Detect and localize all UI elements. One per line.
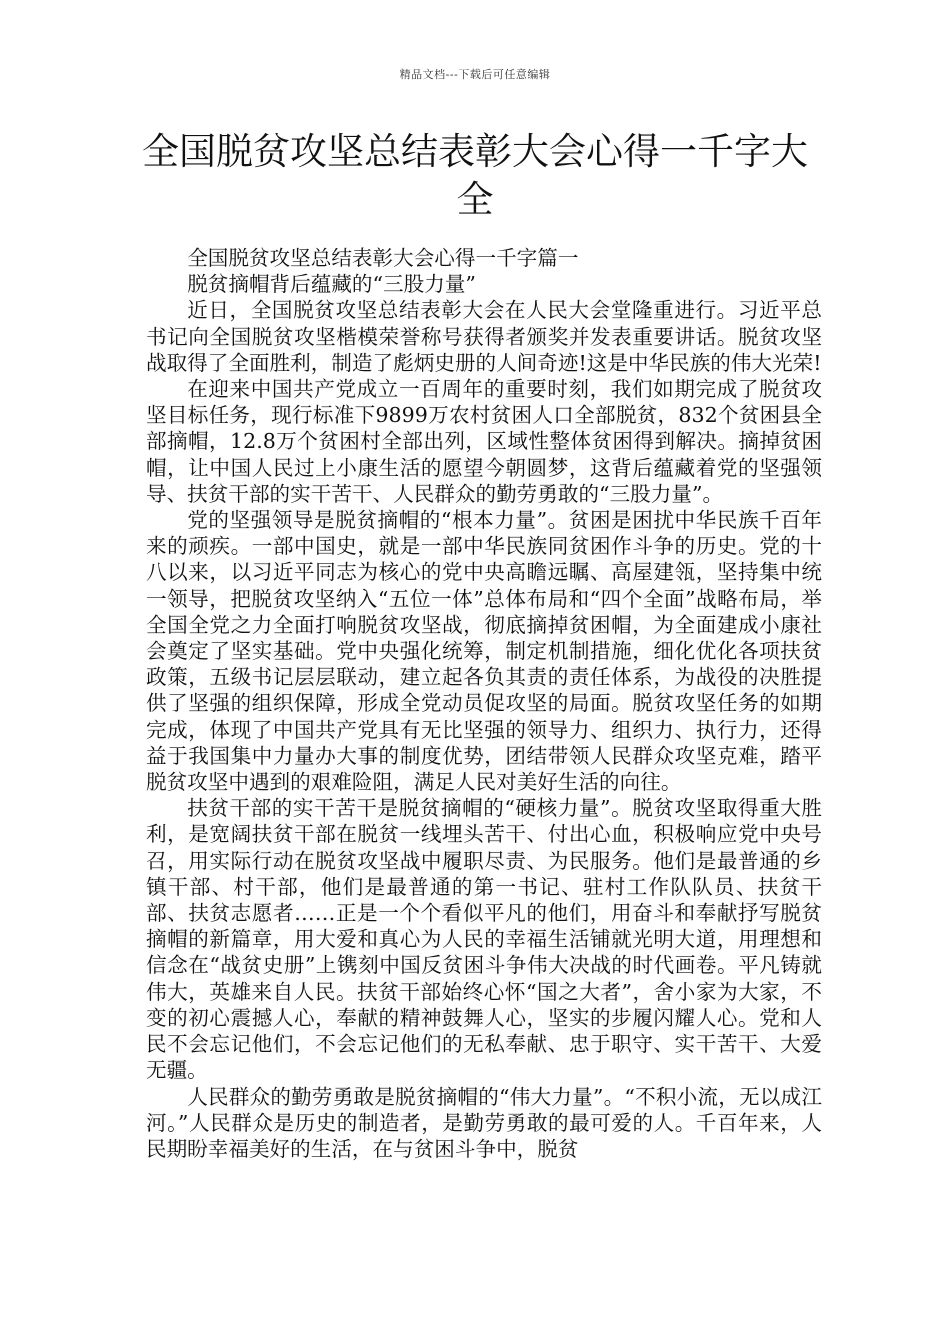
- paragraph: 扶贫干部的实干苦干是脱贫摘帽的“硬核力量”。脱贫攻坚取得重大胜利，是宽阔扶贫干部在脱贫一线埋头苦干、付出心血，积极响应党中央号召，用实际行动在脱贫攻坚战中履职尽责、为民服务。他们是最普通的乡镇干部、村干部，他们是最普通的第一书记、驻村工作队队员、扶贫干部、扶贫志愿者……正是一个个看似平凡的他们，用奋斗和奉献抒写脱贫摘帽的新篇章，用大爱和真心为人民的幸福生活铺就光明大道，用理想和信念在“战贫史册”上镌刻中国反贫困斗争伟大决战的时代画卷。平凡铸就伟大，英雄来自人民。扶贫干部始终心怀“国之大者”，舍小家为大家，不变的初心震撼人心，奉献的精神鼓舞人心，坚实的步履闪耀人心。党和人民不会忘记他们，不会忘记他们的无私奉献、忠于职守、实干苦干、大爱无疆。: [146, 796, 822, 1083]
- article-subtitle: 全国脱贫攻坚总结表彰大会心得一千字篇一: [187, 246, 579, 270]
- paragraph: 在迎来中国共产党成立一百周年的重要时刻，我们如期完成了脱贫攻坚目标任务，现行标准下9899万农村贫困人口全部脱贫，832个贫困县全部摘帽，12.8万个贫困村全部出列，区域性整体贫困得到解决。摘掉贫困帽，让中国人民过上小康生活的愿望今朝圆梦，这背后蕴藏着党的坚强领导、扶贫干部的实干苦干、人民群众的勤劳勇敢的“三股力量”。: [146, 377, 822, 506]
- paragraph: 人民群众的勤劳勇敢是脱贫摘帽的“伟大力量”。“不积小流，无以成江河。”人民群众是历史的制造者，是勤劳勇敢的最可爱的人。千百年来，人民期盼幸福美好的生活，在与贫困斗争中，脱贫: [146, 1084, 822, 1161]
- document-body: [146, 245, 822, 1162]
- document-title: 全国脱贫攻坚总结表彰大会心得一千字大全: [142, 130, 808, 221]
- paragraph: 近日，全国脱贫攻坚总结表彰大会在人民大会堂隆重进行。习近平总书记向全国脱贫攻坚楷模荣誉称号获得者颁奖并发表重要讲话。脱贫攻坚战取得了全面胜利，制造了彪炳史册的人间奇迹!这是中华民族的伟大光荣!: [146, 298, 822, 375]
- paragraph: 党的坚强领导是脱贫摘帽的“根本力量”。贫困是困扰中华民族千百年来的顽疾。一部中国史，就是一部中华民族同贫困作斗争的历史。党的十八以来，以习近平同志为核心的党中央高瞻远瞩、高屋建瓴，坚持集中统一领导，把脱贫攻坚纳入“五位一体”总体布局和“四个全面”战略布局，举全国全党之力全面打响脱贫攻坚战，彻底摘掉贫困帽，为全面建成小康社会奠定了坚实基础。党中央强化统筹，制定机制措施，细化优化各项扶贫政策，五级书记层层联动，建立起各负其责的责任体系，为战役的决胜提供了坚强的组织保障，形成全党动员促攻坚的局面。脱贫攻坚任务的如期完成，体现了中国共产党具有无比坚强的领导力、组织力、执行力，还得益于我国集中力量办大事的制度优势，团结带领人民群众攻坚克难，踏平脱贫攻坚中遇到的艰难险阻，满足人民对美好生活的向往。: [146, 508, 822, 795]
- page-header-note: 精品文档---下载后可任意编辑: [399, 68, 551, 81]
- section-heading: 脱贫摘帽背后蕴藏的“三股力量”: [187, 272, 476, 297]
